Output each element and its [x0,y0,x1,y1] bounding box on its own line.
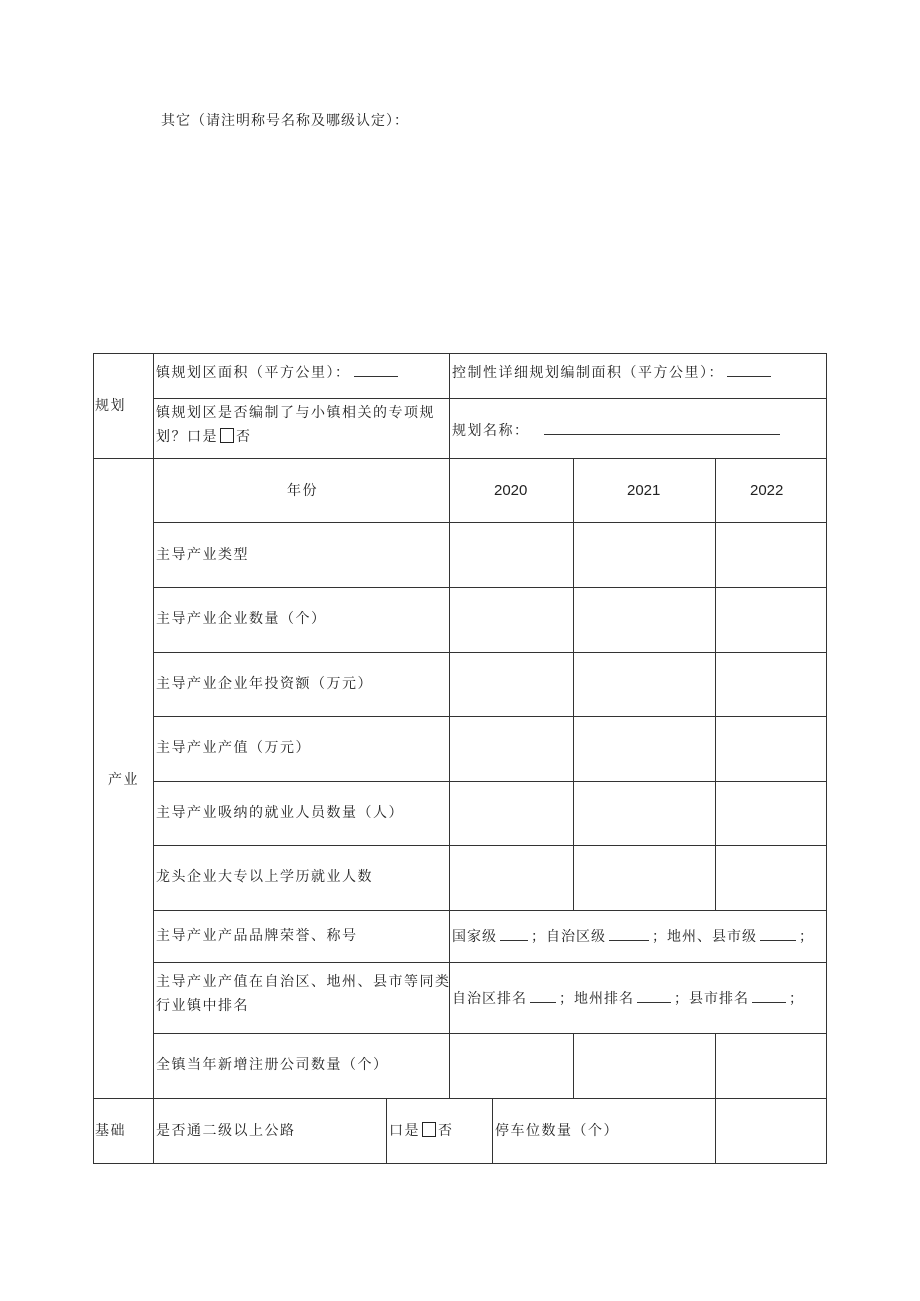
section-divider [93,1098,827,1099]
county-rank-label: ；县市排名 [674,991,749,1007]
ranking-fields [452,988,804,1009]
table-border-top [93,353,827,354]
table-border-left [93,353,94,1164]
autonomous-level-input[interactable] [609,926,649,941]
plan-name-field [452,420,783,441]
separator: ； [789,991,804,1007]
planning-area-field [156,362,401,383]
detail-plan-area-input[interactable] [727,362,771,377]
national-level-input[interactable] [500,926,528,941]
planning-area-input[interactable] [354,362,398,377]
special-plan-answer [156,427,252,447]
row-divider [153,587,827,588]
autonomous-rank-input[interactable] [530,988,556,1003]
prefecture-level-label: ；地州、县市级 [652,929,757,945]
prefecture-rank-input[interactable] [637,988,671,1003]
year-2021: 2021 [627,482,661,499]
row-divider [153,1033,827,1034]
prefecture-level-input[interactable] [760,926,796,941]
separator: ； [799,929,814,945]
plan-name-label: 规划名称： [452,423,530,439]
road-answer [389,1121,454,1141]
row-divider [153,910,827,911]
autonomous-rank-label: 自治区排名 [452,991,527,1007]
row-label-new-companies: 全镇当年新增注册公司数量（个） [156,1057,389,1073]
col-divider [573,458,574,910]
row-divider [153,398,827,399]
brand-honors-fields [452,926,814,947]
no-option-label[interactable]: 否 [438,1123,454,1139]
other-label: 其它（请注明称号名称及哪级认定）： [161,113,409,129]
county-rank-input[interactable] [752,988,786,1003]
prefecture-rank-label: ；地州排名 [559,991,634,1007]
checkbox-no[interactable] [220,428,234,443]
col-divider [153,353,154,1163]
table-border-right [826,353,827,1164]
infrastructure-section-label: 基础 [95,1123,126,1139]
planning-section-label: 规划 [95,398,126,414]
detail-plan-area-field [452,362,774,383]
row-divider [153,962,827,963]
autonomous-level-label: ；自治区级 [531,929,606,945]
col-divider [715,1033,716,1098]
row-label-ranking-line1: 主导产业产值在自治区、地州、县市等同类 [156,974,451,990]
special-plan-question: 镇规划区是否编制了与小镇相关的专项规 [156,405,435,421]
national-level-label: 国家级 [452,929,497,945]
parking-count-label: 停车位数量（个） [495,1123,619,1139]
row-divider [153,652,827,653]
col-divider [386,1098,387,1163]
row-label-annual-investment: 主导产业企业年投资额（万元） [156,676,373,692]
row-divider [153,716,827,717]
year-2022: 2022 [750,482,784,499]
checkbox-no[interactable] [422,1122,436,1137]
col-divider [715,458,716,910]
row-label-industry-type: 主导产业类型 [156,547,249,563]
col-divider [715,1098,716,1163]
yes-option-label[interactable]: 口是 [389,1123,420,1139]
row-label-brand-honors: 主导产业产品品牌荣誉、称号 [156,928,358,944]
table-border-bottom [93,1163,827,1164]
section-divider [93,458,827,459]
row-divider [153,781,827,782]
row-label-employment: 主导产业吸纳的就业人员数量（人） [156,805,404,821]
road-question-label: 是否通二级以上公路 [156,1123,296,1139]
planning-area-label: 镇规划区面积（平方公里）： [156,365,351,381]
row-label-enterprise-count: 主导产业企业数量（个） [156,611,327,627]
year-2020: 2020 [494,482,528,499]
row-divider [153,845,827,846]
yes-option-label[interactable]: 划？口是 [156,429,218,445]
industry-section-label: 产业 [108,772,139,788]
detail-plan-area-label: 控制性详细规划编制面积（平方公里）： [452,365,724,381]
col-divider [573,1033,574,1098]
plan-name-input[interactable] [544,420,780,435]
no-option-label[interactable]: 否 [236,429,252,445]
row-label-ranking-line2: 行业镇中排名 [156,998,249,1014]
year-header: 年份 [287,483,318,499]
row-label-output-value: 主导产业产值（万元） [156,740,311,756]
col-divider [492,1098,493,1163]
row-label-college-employees: 龙头企业大专以上学历就业人数 [156,869,373,885]
row-divider [153,522,827,523]
